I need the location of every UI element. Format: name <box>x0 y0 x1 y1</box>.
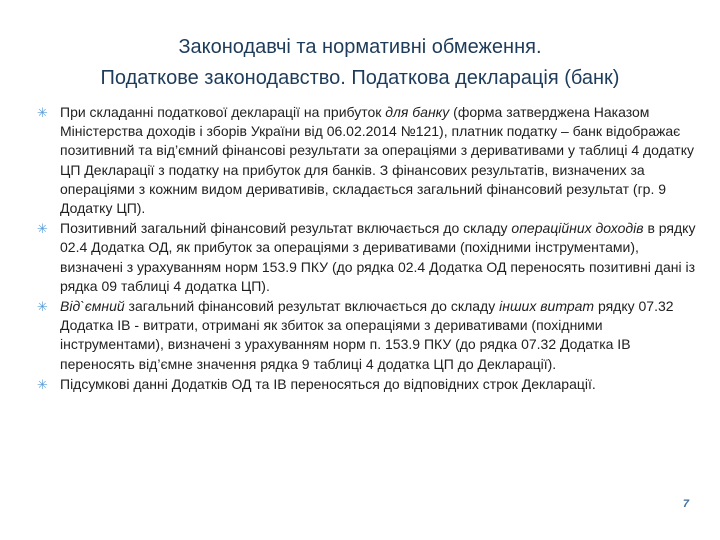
bullet-marker-icon: ✳ <box>37 299 48 315</box>
bullet-text: в рядку 02.4 Додатка ОД, як прибуток за операціями з деривативами (похідними інструментами), визначені з урахуванням норм 153.9 ПКУ (до рядка 02.4 Додатка ОД переносять позитивні дані із рядка 09 таблиці 4 додатка ЦП). <box>60 220 696 294</box>
bullet-text: Підсумкові данні Додатків ОД та ІВ переносяться до відповідних строк Декларації. <box>60 375 596 392</box>
title-line-2: Податкове законодавство. Податкова декларація (банк) <box>100 67 620 89</box>
bullet-emphasis: операційних доходів <box>511 220 644 237</box>
bullet-marker-icon: ✳ <box>37 376 48 392</box>
bullet-item <box>37 219 697 296</box>
bullet-text: Позитивний загальний фінансовий результат включається до складу <box>60 220 512 237</box>
bullet-marker-icon: ✳ <box>37 221 48 237</box>
bullet-item <box>37 297 697 374</box>
bullet-text: При складанні податкової декларації на прибуток <box>60 104 386 120</box>
bullet-text: рядку 07.32 Додатка ІВ - витрати, отримані як збиток за операціями з деривативами (похідними інструментами), визначені з урахуванням норм п. 153.9 ПКУ (до рядка 07.32 Додатка ІВ переносять від’ємне значення рядка 9 таблиці 4 додатка ЦП до Декларації). <box>60 298 674 372</box>
bullet-item <box>37 103 697 218</box>
bullet-list <box>37 103 697 395</box>
bullet-text: (форма затверджена Наказом Міністерства доходів і зборів України від 06.02.2014 №121), платник податку – банк відображає позитивний та від’ємний фінансові результати за операціями з деривативами у таблиці 4 додатку ЦП Декларації з податку на прибуток для банків. З фінансових результатів, визначених за операціями з кожним видом деривативів, складається загальний фінансовий результат (гр. 9 Додатку ЦП). <box>60 104 694 217</box>
bullet-marker-icon: ✳ <box>37 105 48 120</box>
page-number: 7 <box>682 498 689 510</box>
bullet-item <box>37 375 697 394</box>
bullet-emphasis: інших витрат <box>499 298 595 315</box>
slide-title <box>40 32 680 94</box>
bullet-emphasis: Від`ємний <box>60 298 125 315</box>
title-line-1: Законодавчі та нормативні обмеження. <box>178 36 542 58</box>
bullet-text: загальний фінансовий результат включається до складу <box>124 298 500 315</box>
bullet-emphasis: для банку <box>385 104 450 120</box>
